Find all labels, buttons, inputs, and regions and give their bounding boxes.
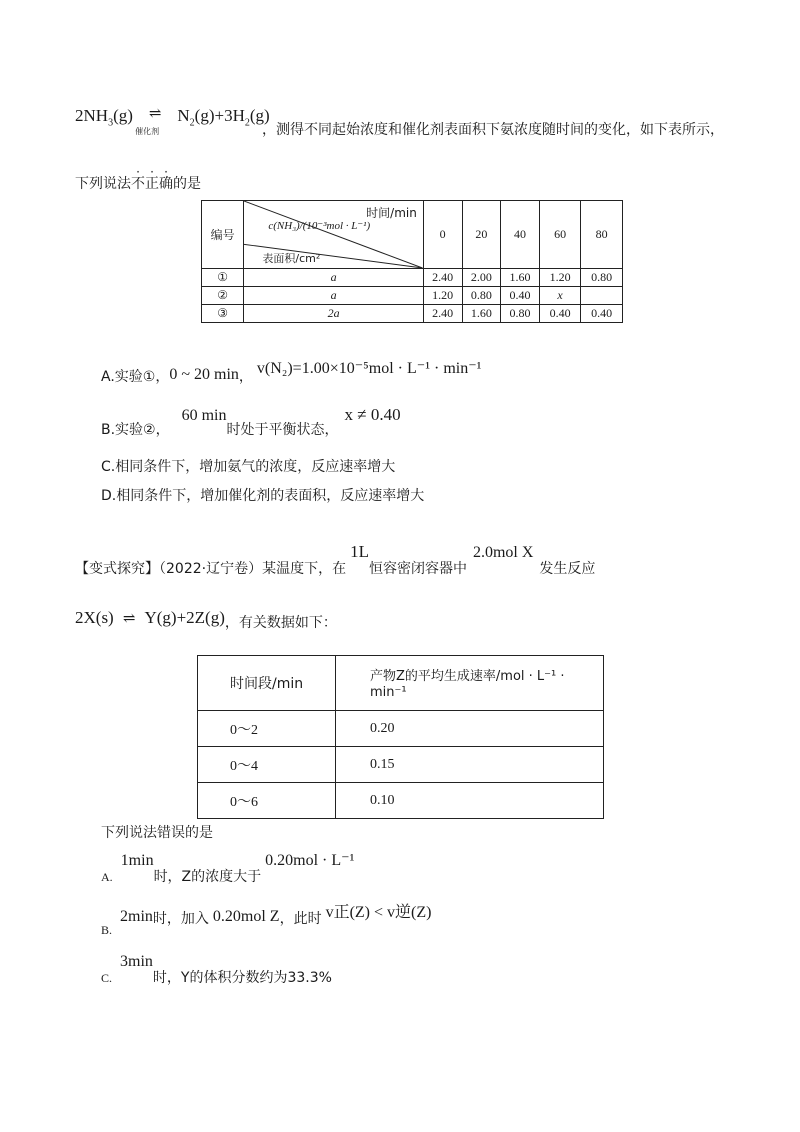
- q1-option-c[interactable]: C.相同条件下，增加氨气的浓度，反应速率增大: [101, 459, 396, 475]
- option-math: 2min: [120, 908, 153, 925]
- row-id: ③: [202, 305, 244, 323]
- header-id: 编号: [202, 201, 244, 269]
- q1-option-b[interactable]: [101, 405, 401, 438]
- equilibrium-arrow-icon: ⇌: [122, 611, 136, 627]
- option-math: 3min: [120, 953, 153, 970]
- option-math: 1min: [120, 852, 154, 869]
- time-0: 0: [423, 201, 462, 269]
- option-math: 60 min: [181, 407, 227, 424]
- cell: 0.40: [539, 305, 581, 323]
- option-math: x ≠ 0.40: [344, 405, 401, 424]
- time-40: 40: [501, 201, 540, 269]
- eq-rhs-h2-sub: 2: [244, 117, 250, 129]
- emph-char-3: · 确: [159, 165, 173, 192]
- eq-rhs-end: (g): [249, 106, 270, 125]
- q1-option-a[interactable]: A.实验①，0 ~ 20 min， v(N₂)=1.00×10⁻⁵mol · L⁻¹ · min⁻¹: [101, 360, 482, 385]
- header-area: 表面积/cm²: [262, 252, 321, 265]
- emph-char-1: · 不: [131, 165, 145, 192]
- cell: 0.40: [501, 287, 540, 305]
- cell: 0.80: [581, 269, 623, 287]
- row-rate: 0.20: [336, 711, 604, 747]
- cell: 1.20: [423, 287, 462, 305]
- row-rate: 0.15: [336, 747, 604, 783]
- q1-stem-text: ，测得不同起始浓度和催化剂表面积下氨浓度随时间的变化，如下表所示，: [262, 122, 724, 138]
- eq-lhs: 2NH: [75, 106, 109, 125]
- eq-rhs: Y(g)+2Z(g): [144, 608, 225, 627]
- cell: 0.40: [581, 305, 623, 323]
- option-label: A.实验①，: [101, 369, 170, 385]
- option-math: 0.20mol · L⁻¹: [265, 852, 355, 869]
- reaction-equation-1: [75, 106, 270, 136]
- heading-text: 【变式探究】（2022·辽宁卷）某温度下，在: [75, 561, 347, 577]
- option-math: 0 ~ 20 min: [169, 366, 239, 383]
- time-20: 20: [462, 201, 501, 269]
- heading-math: 1L: [350, 542, 369, 561]
- table-row: [198, 711, 604, 747]
- table-row: [202, 269, 623, 287]
- equilibrium-arrow-icon: ⇌ 催化剂: [135, 106, 162, 136]
- row-area: 2a: [244, 305, 423, 323]
- cell: [581, 287, 623, 305]
- eq-rhs-n2-sub: 2: [189, 117, 195, 129]
- time-80: 80: [581, 201, 623, 269]
- heading-text: 发生反应: [539, 561, 596, 577]
- rate-table: [197, 655, 604, 819]
- header-time: 时间/min: [366, 206, 417, 220]
- cell: 1.60: [501, 269, 540, 287]
- row-period: 0～2: [198, 711, 336, 747]
- q2-option-c[interactable]: [101, 951, 332, 986]
- row-area: a: [244, 287, 423, 305]
- q1-prompt: [75, 165, 201, 193]
- row-area: a: [244, 269, 423, 287]
- cell: 0.80: [501, 305, 540, 323]
- option-math: 0.20mol Z: [212, 908, 280, 925]
- eq-tail: ，有关数据如下：: [224, 615, 337, 631]
- header-rate-cell: [336, 656, 604, 711]
- prompt-post: 的是: [173, 176, 201, 192]
- time-60: 60: [539, 201, 581, 269]
- ammonia-table: [201, 200, 623, 323]
- header-diagonal-cell: [244, 201, 423, 269]
- row-rate: 0.10: [336, 783, 604, 819]
- option-label: C.: [101, 971, 113, 985]
- emph-char-2: · 正: [145, 165, 159, 192]
- cell: 1.60: [462, 305, 501, 323]
- option-text: ，此时: [279, 911, 322, 927]
- option-label: B.: [101, 923, 113, 937]
- q2-option-b[interactable]: [101, 903, 432, 937]
- row-id: ②: [202, 287, 244, 305]
- eq-rhs-n2: N: [177, 106, 190, 125]
- header-period-cell: [198, 656, 336, 711]
- q1-option-d[interactable]: D.相同条件下，增加催化剂的表面积，反应速率增大: [101, 488, 425, 504]
- option-text: 时，Z的浓度大于: [153, 869, 262, 885]
- option-text: 时处于平衡状态，: [226, 422, 339, 438]
- reaction-equation-2: [75, 608, 337, 631]
- header-conc: c(NH₃)/(10⁻³mol · L⁻¹): [268, 220, 371, 232]
- option-math: v(N₂)=1.00×10⁻⁵mol · L⁻¹ · min⁻¹: [256, 360, 482, 377]
- row-id: ①: [202, 269, 244, 287]
- table-row: [198, 783, 604, 819]
- table-row: [202, 305, 623, 323]
- q2-prompt: 下列说法错误的是: [101, 825, 213, 841]
- cell: x: [539, 287, 581, 305]
- option-text: 时，加入: [152, 911, 209, 927]
- eq-rhs-mid: (g)+3H: [194, 106, 245, 125]
- heading-text: 恒容密闭容器中: [368, 561, 467, 577]
- header-period: 时间段/min: [230, 676, 304, 692]
- option-math: v正(Z) < v逆(Z): [325, 904, 432, 921]
- prompt-pre: 下列说法: [75, 176, 131, 192]
- option-label: A.: [101, 870, 113, 884]
- header-rate: 产物Z的平均生成速率/mol · L⁻¹ · min⁻¹: [370, 669, 565, 700]
- option-label: B.实验②，: [101, 422, 170, 438]
- eq-lhs: 2X(s): [75, 608, 114, 627]
- cell: 2.40: [423, 269, 462, 287]
- cell: 2.40: [423, 305, 462, 323]
- eq-lhs-sub: 3: [108, 117, 114, 129]
- row-period: 0～6: [198, 783, 336, 819]
- catalyst-label: 催化剂: [135, 127, 160, 136]
- table-row: [202, 287, 623, 305]
- cell: 1.20: [539, 269, 581, 287]
- option-text: 时，Y的体积分数约为33.3%: [152, 970, 332, 986]
- cell: 0.80: [462, 287, 501, 305]
- row-period: 0～4: [198, 747, 336, 783]
- q2-option-a[interactable]: [101, 850, 355, 885]
- eq-lhs-state: (g): [113, 106, 133, 125]
- table-row: [198, 747, 604, 783]
- cell: 2.00: [462, 269, 501, 287]
- q2-heading: [75, 542, 596, 577]
- heading-math: 2.0mol X: [472, 544, 534, 561]
